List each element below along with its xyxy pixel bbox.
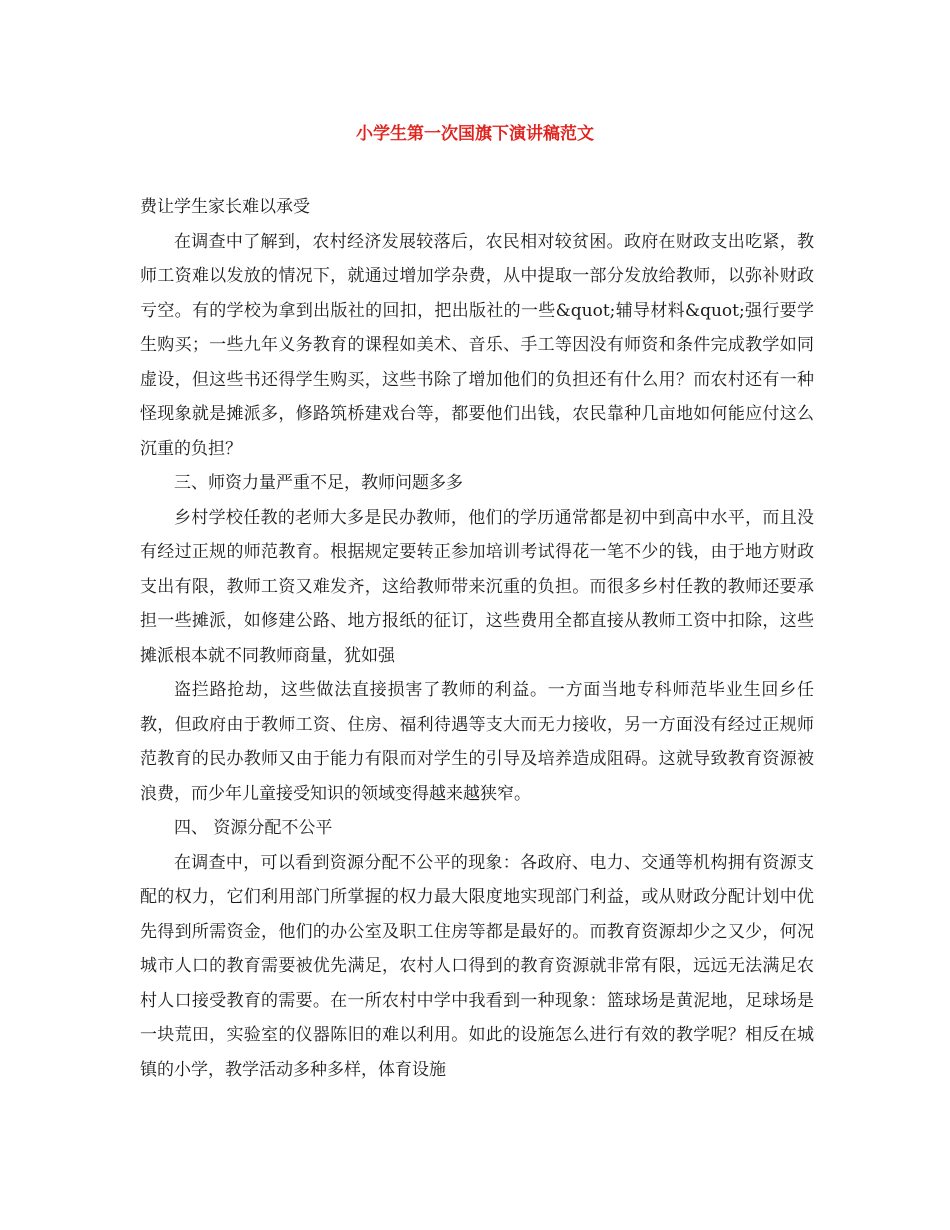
document-body — [140, 190, 814, 1087]
paragraph-fees: 在调查中了解到，农村经济发展较落后，农民相对较贫困。政府在财政支出吃紧，教师工资难以发放的情况下，就通过增加学杂费，从中提取一部分发放给教师，以弥补财政亏空。有的学校为拿到出版社的回扣，把出版社的一些&quot;辅导材料&quot;强行要学生购买；一些九年义务教育的课程如美术、音乐、手工等因没有师资和条件完成教学如同虚设，但这些书还得学生购买，这些书除了增加他们的负担还有什么用？而农村还有一种怪现象就是摊派多，修路筑桥建戏台等，都要他们出钱，农民靠种几亩地如何能应付这么沉重的负担？ — [140, 231, 814, 459]
section-heading-resources: 四、 资源分配不公平 — [174, 818, 333, 838]
paragraph-teachers: 乡村学校任教的老师大多是民办教师，他们的学历通常都是初中到高中水平，而且没有经过正规的师范教育。根据规定要转正参加培训考试得花一笔不少的钱，由于地方财政支出有限，教师工资又难发齐，这给教师带来沉重的负担。而很多乡村任教的教师还要承担一些摊派，如修建公路、地方报纸的征订，这些费用全都直接从教师工资中扣除，这些摊派根本就不同教师商量，犹如强 — [140, 507, 814, 666]
paragraph-resources: 在调查中，可以看到资源分配不公平的现象：各政府、电力、交通等机构拥有资源支配的权力，它们利用部门所掌握的权力最大限度地实现部门利益，或从财政分配计划中优先得到所需资金，他们的办公室及职工住房等都是最好的。而教育资源却少之又少，何况城市人口的教育需要被优先满足，农村人口得到的教育资源就非常有限，远远无法满足农村人口接受教育的需要。在一所农村中学中我看到一种现象：篮球场是黄泥地，足球场是一块荒田，实验室的仪器陈旧的难以利用。如此的设施怎么进行有效的教学呢？相反在城镇的小学，教学活动多种多样，体育设施 — [140, 852, 814, 1080]
page-title: 小学生第一次国旗下演讲稿范文 — [356, 124, 594, 144]
section-heading-teachers: 三、师资力量严重不足，教师问题多多 — [174, 473, 463, 493]
paragraph-continuation: 费让学生家长难以承受 — [140, 197, 310, 217]
paragraph-teachers-cont: 盗拦路抢劫，这些做法直接损害了教师的利益。一方面当地专科师范毕业生回乡任教，但政府由于教师工资、住房、福利待遇等支大而无力接收，另一方面没有经过正规师范教育的民办教师又由于能力有限而对学生的引导及培养造成阻碍。这就导致教育资源被浪费，而少年儿童接受知识的领域变得越来越狭窄。 — [140, 680, 814, 804]
